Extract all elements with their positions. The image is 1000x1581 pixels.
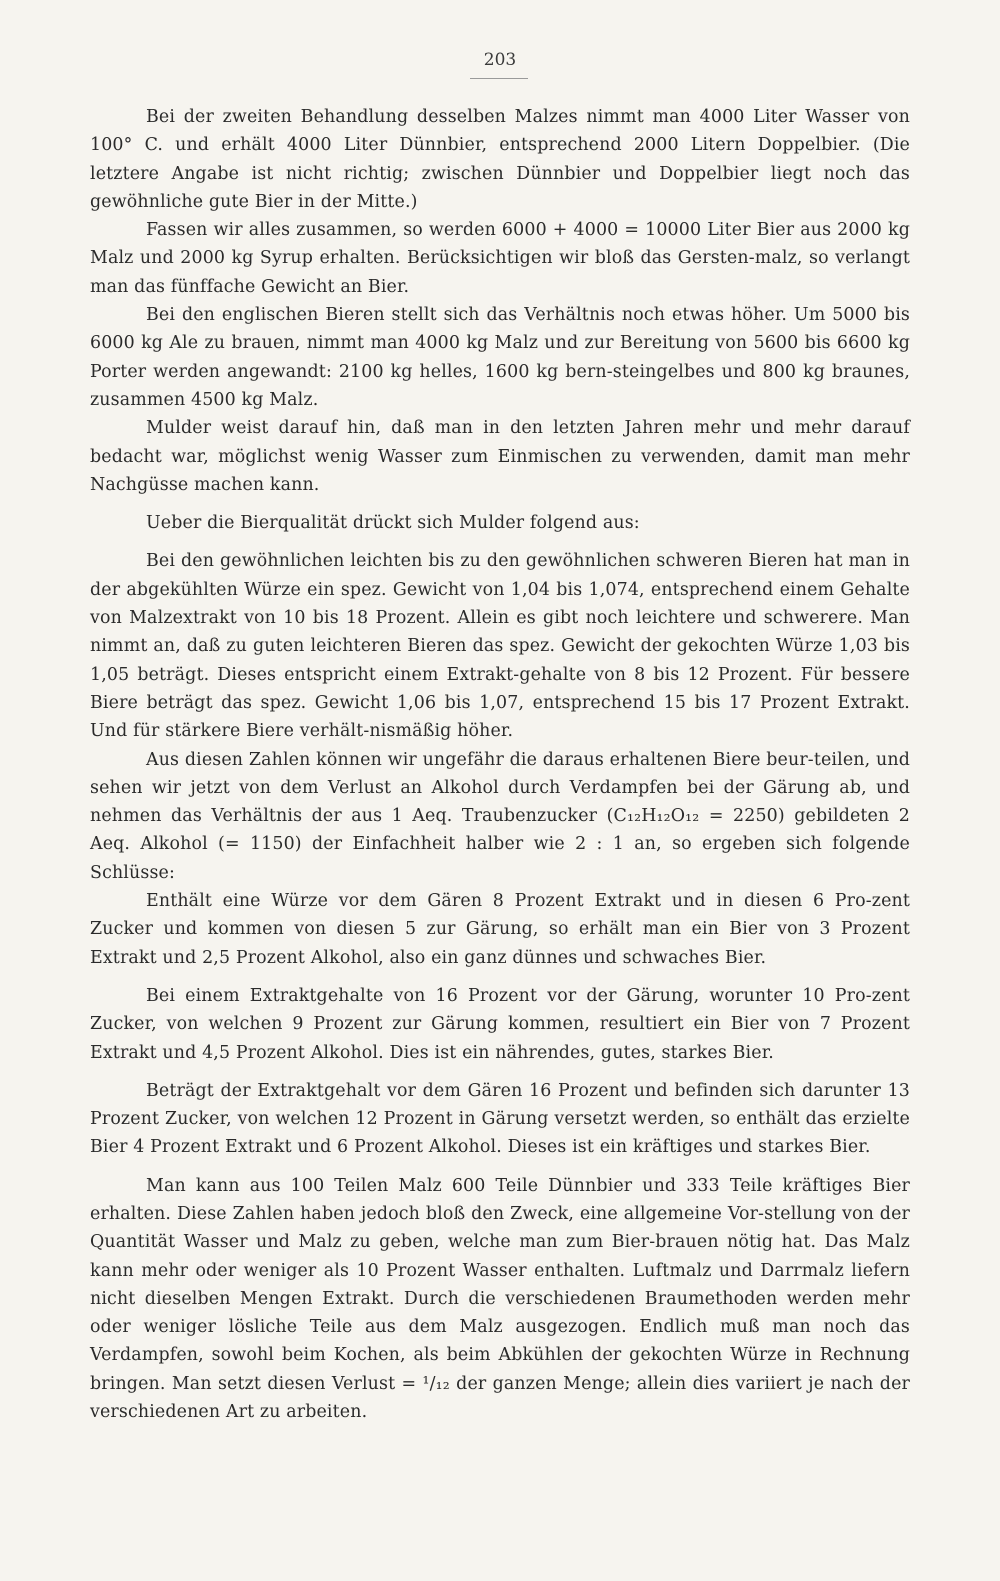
paragraph: Aus diesen Zahlen können wir ungefähr die daraus erhaltenen Biere beur-teilen, und sehen wir jetzt von dem Verlust an Alkohol durch Verdampfen bei der Gärung ab, und nehmen das Verhältnis der aus 1 Aeq. Traubenzucker (C₁₂H₁₂O₁₂ = 2250) gebildeten 2 Aeq. Alkohol (= 1150) der Einfachheit halber wie 2 : 1 an, so ergeben sich folgende Schlüsse: xyxy=(90,749,910,883)
paragraph: Beträgt der Extraktgehalt vor dem Gären 16 Prozent und befinden sich darunter 13 Prozent Zucker, von welchen 12 Prozent in Gärung versetzt werden, so enthält das erzielte Bier 4 Prozent Extrakt und 6 Prozent Alkohol. Dieses ist ein kräftiges und starkes Bier. xyxy=(90,1080,910,1158)
body-text xyxy=(90,103,910,1426)
paragraph: Fassen wir alles zusammen, so werden 6000 + 4000 = 10000 Liter Bier aus 2000 kg Malz und 2000 kg Syrup erhalten. Berücksichtigen wir bloß das Gersten-malz, so verlangt man das fünffache Gewicht an Bier. xyxy=(90,220,910,297)
paragraph: Ueber die Bierqualität drückt sich Mulder folgend aus: xyxy=(146,513,640,534)
paragraph: Man kann aus 100 Teilen Malz 600 Teile Dünnbier und 333 Teile kräftiges Bier erhalten. Diese Zahlen haben jedoch bloß den Zweck, eine allgemeine Vor-stellung von der Quantität Wasser und Malz zu geben, welche man zum Bier-brauen nötig hat. Das Malz kann mehr oder weniger als 10 Prozent Wasser enthalten. Luftmalz und Darrmalz liefern nicht dieselben Mengen Extrakt. Durch die verschiedenen Braumethoden werden mehr oder weniger lösliche Teile aus dem Malz ausgezogen. Endlich muß man noch das Verdampfen, sowohl beim Kochen, als beim Abkühlen der gekochten Würze in Rechnung bringen. Man setzt diesen Verlust = ¹/₁₂ der ganzen Menge; allein dies variiert je nach der verschiedenen Art zu arbeiten. xyxy=(90,1175,910,1423)
paragraph: Bei einem Extraktgehalte von 16 Prozent vor der Gärung, worunter 10 Pro-zent Zucker, von welchen 9 Prozent zur Gärung kommen, resultiert ein Bier von 7 Prozent Extrakt und 4,5 Prozent Alkohol. Dies ist ein nährendes, gutes, starkes Bier. xyxy=(90,985,910,1063)
page-number: 203 xyxy=(483,50,517,70)
header-rule xyxy=(470,78,528,79)
paragraph: Mulder weist darauf hin, daß man in den letzten Jahren mehr und mehr darauf bedacht war, möglichst wenig Wasser zum Einmischen zu verwenden, damit man mehr Nachgüsse machen kann. xyxy=(90,418,910,495)
paragraph: Enthält eine Würze vor dem Gären 8 Prozent Extrakt und in diesen 6 Pro-zent Zucker und kommen von diesen 5 zur Gärung, so erhält man ein Bier von 3 Prozent Extrakt und 2,5 Prozent Alkohol, also ein ganz dünnes und schwaches Bier. xyxy=(90,891,910,968)
paragraph: Bei der zweiten Behandlung desselben Malzes nimmt man 4000 Liter Wasser von 100° C. und erhält 4000 Liter Dünnbier, entsprechend 2000 Litern Doppelbier. (Die letztere Angabe ist nicht richtig; zwischen Dünnbier und Doppelbier liegt noch das gewöhnliche gute Bier in der Mitte.) xyxy=(90,107,910,212)
paragraph: Bei den englischen Bieren stellt sich das Verhältnis noch etwas höher. Um 5000 bis 6000 kg Ale zu brauen, nimmt man 4000 kg Malz und zur Bereitung von 5600 bis 6600 kg Porter werden angewandt: 2100 kg helles, 1600 kg bern-steingelbes und 800 kg braunes, zusammen 4500 kg Malz. xyxy=(90,305,910,410)
paragraph: Bei den gewöhnlichen leichten bis zu den gewöhnlichen schweren Bieren hat man in der abgekühlten Würze ein spez. Gewicht von 1,04 bis 1,074, entsprechend einem Gehalte von Malzextrakt von 10 bis 18 Prozent. Allein es gibt noch leichtere und schwerere. Man nimmt an, daß zu guten leichteren Bieren das spez. Gewicht der gekochten Würze 1,03 bis 1,05 beträgt. Dieses entspricht einem Extrakt-gehalte von 8 bis 12 Prozent. Für bessere Biere beträgt das spez. Gewicht 1,06 bis 1,07, entsprechend 15 bis 17 Prozent Extrakt. Und für stärkere Biere verhält-nismäßig höher. xyxy=(90,551,910,742)
